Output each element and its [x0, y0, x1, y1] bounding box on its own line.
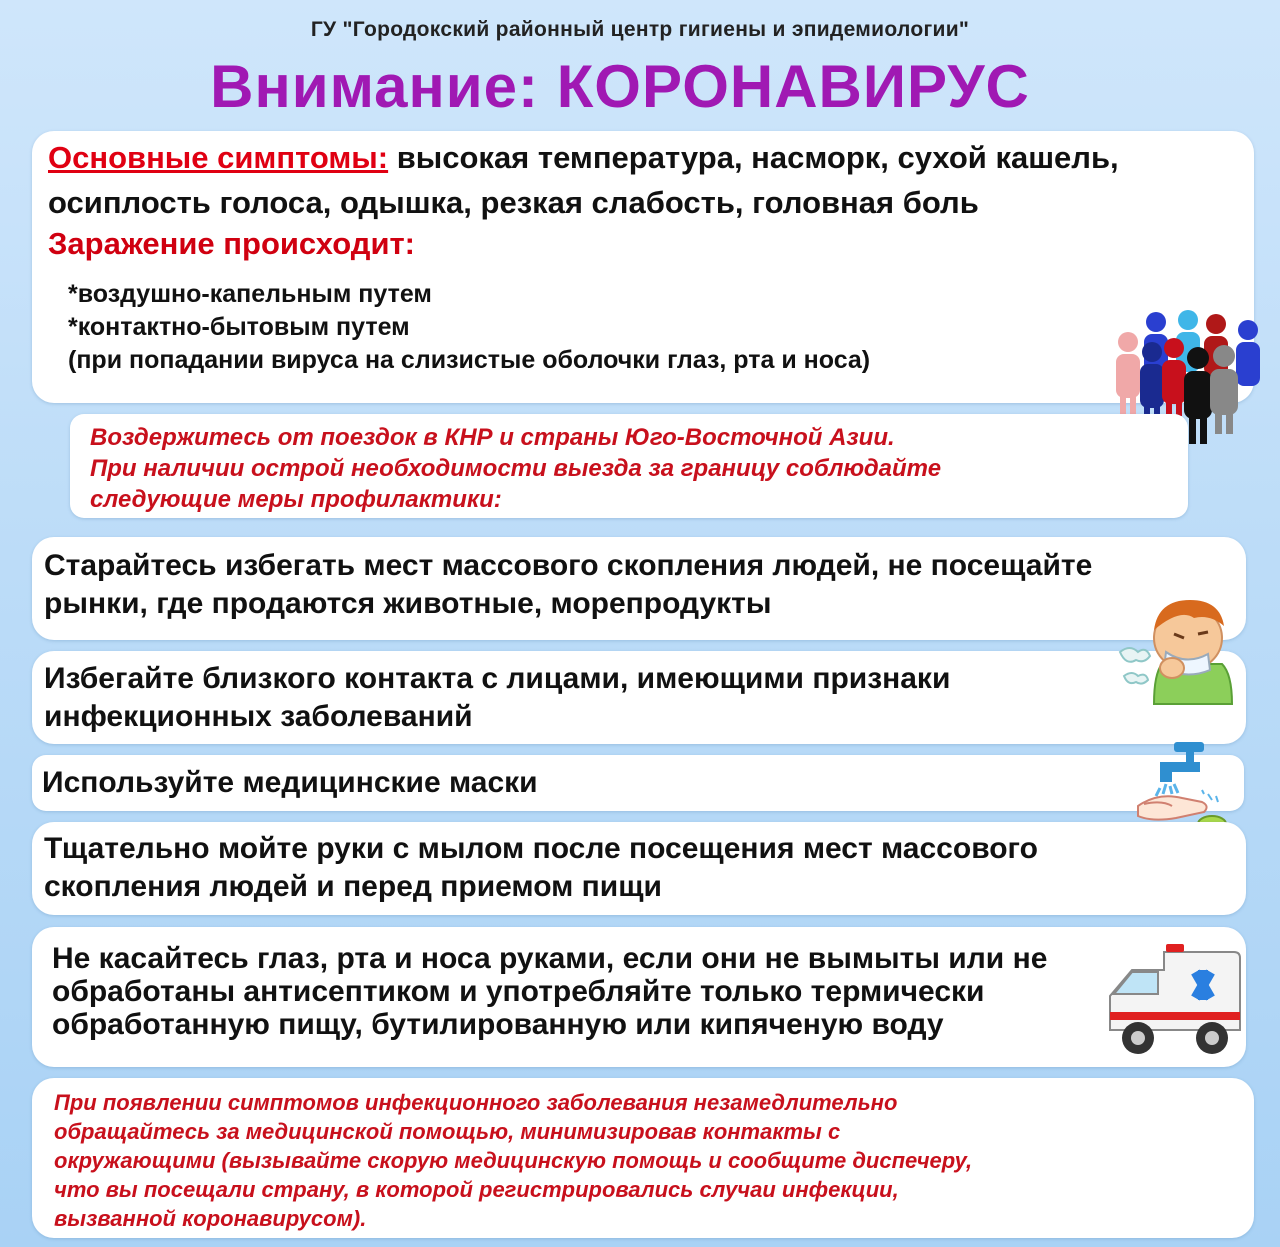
final-notice-line-2: обращайтесь за медицинской помощью, минимизировав контакты с [54, 1119, 841, 1144]
page-title: Внимание: КОРОНАВИРУС [210, 53, 1030, 120]
final-notice-line-4: что вы посещали страну, в которой регистрировались случаи инфекции, [54, 1177, 899, 1202]
tip-face-line-3: обработанную пищу, бутилированную или кипяченую воду [52, 1008, 944, 1041]
tip-contact-line-1: Избегайте близкого контакта с лицами, имеющими признаки [44, 662, 951, 695]
organization-name: ГУ "Городокский районный центр гигиены и эпидемиологии" [310, 18, 970, 41]
infection-way-1: *воздушно-капельным путем [68, 280, 432, 308]
final-notice-line-1: При появлении симптомов инфекционного заболевания незамедлительно [54, 1090, 898, 1115]
travel-warning-line-3: следующие меры профилактики: [90, 486, 502, 513]
infection-way-2: *контактно-бытовым путем [68, 313, 410, 341]
symptoms-line-2: осиплость голоса, одышка, резкая слабость, головная боль [48, 185, 979, 220]
hand-washing-icon [1130, 736, 1230, 836]
travel-warning-line-2: При наличии острой необходимости выезда за границу соблюдайте [90, 455, 942, 482]
tip-handwash-line-1: Тщательно мойте руки с мылом после посещения мест массового [44, 832, 1038, 865]
travel-warning-line-1: Воздержитесь от поездок в КНР и страны Юго-Восточной Азии. [90, 424, 895, 451]
final-notice-line-3: окружающими (вызывайте скорую медицинскую помощь и сообщите диспечеру, [54, 1148, 973, 1173]
symptoms-label: Основные симптомы: [48, 140, 389, 175]
tip-face-line-2: обработаны антисептиком и употребляйте только термически [52, 975, 985, 1008]
infection-way-3: (при попадании вируса на слизистые оболочки глаз, рта и носа) [68, 346, 871, 374]
tip-masks-line-1: Используйте медицинские маски [42, 766, 538, 799]
ambulance-icon [1104, 944, 1244, 1064]
symptoms-line-1 [48, 136, 1248, 180]
coughing-boy-icon [1114, 594, 1238, 706]
tip-crowds-line-1: Старайтесь избегать мест массового скопления людей, не посещайте [44, 549, 1093, 582]
tip-handwash-line-2: скопления людей и перед приемом пищи [44, 870, 663, 903]
final-notice-line-5: вызванной коронавирусом). [54, 1206, 367, 1231]
tip-contact-line-2: инфекционных заболеваний [44, 700, 473, 733]
tip-face-line-1: Не касайтесь глаз, рта и носа руками, если они не вымыты или не [52, 942, 1048, 975]
tip-crowds-line-2: рынки, где продаются животные, морепродукты [44, 587, 772, 620]
symptoms-text-1: высокая температура, насморк, сухой кашель, [388, 140, 1119, 175]
infection-heading: Заражение происходит: [48, 226, 416, 261]
